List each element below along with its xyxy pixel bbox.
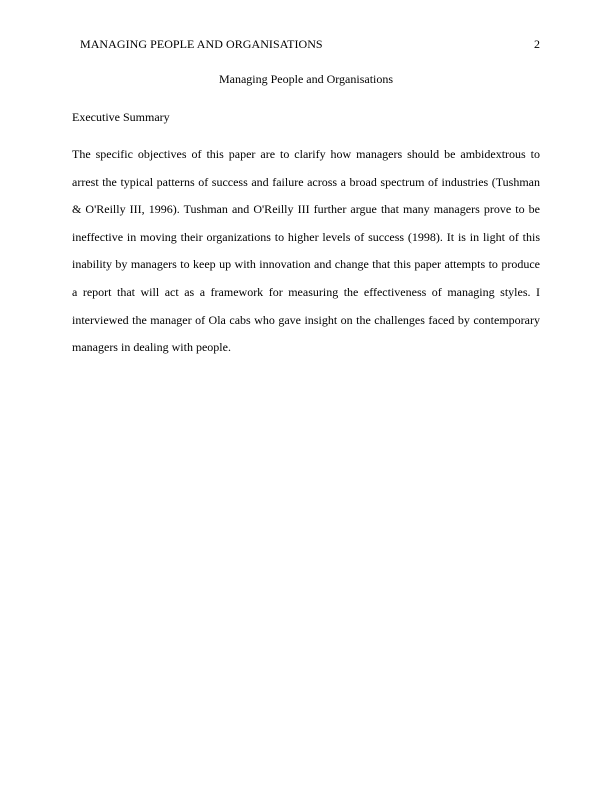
page-number: 2	[534, 37, 540, 51]
running-head: MANAGING PEOPLE AND ORGANISATIONS	[80, 37, 323, 51]
body-paragraph: The specific objectives of this paper are to clarify how managers should be ambidextrous to arrest the typical patterns of success and failure across a broad spectrum of industries (Tushman & O'Reilly III, 1996). Tushman and O'Reilly III further argue that many managers prove to be ineffective in moving their organizations to higher levels of success (1998). It is in light of this inability by managers to keep up with innovation and change that this paper attempts to produce a report that will act as a framework for measuring the effectiveness of managing styles. I interviewed the manager of Ola cabs who gave insight on the challenges faced by contemporary managers in dealing with people.	[72, 147, 540, 355]
section-heading: Executive Summary	[72, 110, 170, 124]
document-title: Managing People and Organisations	[218, 72, 394, 86]
